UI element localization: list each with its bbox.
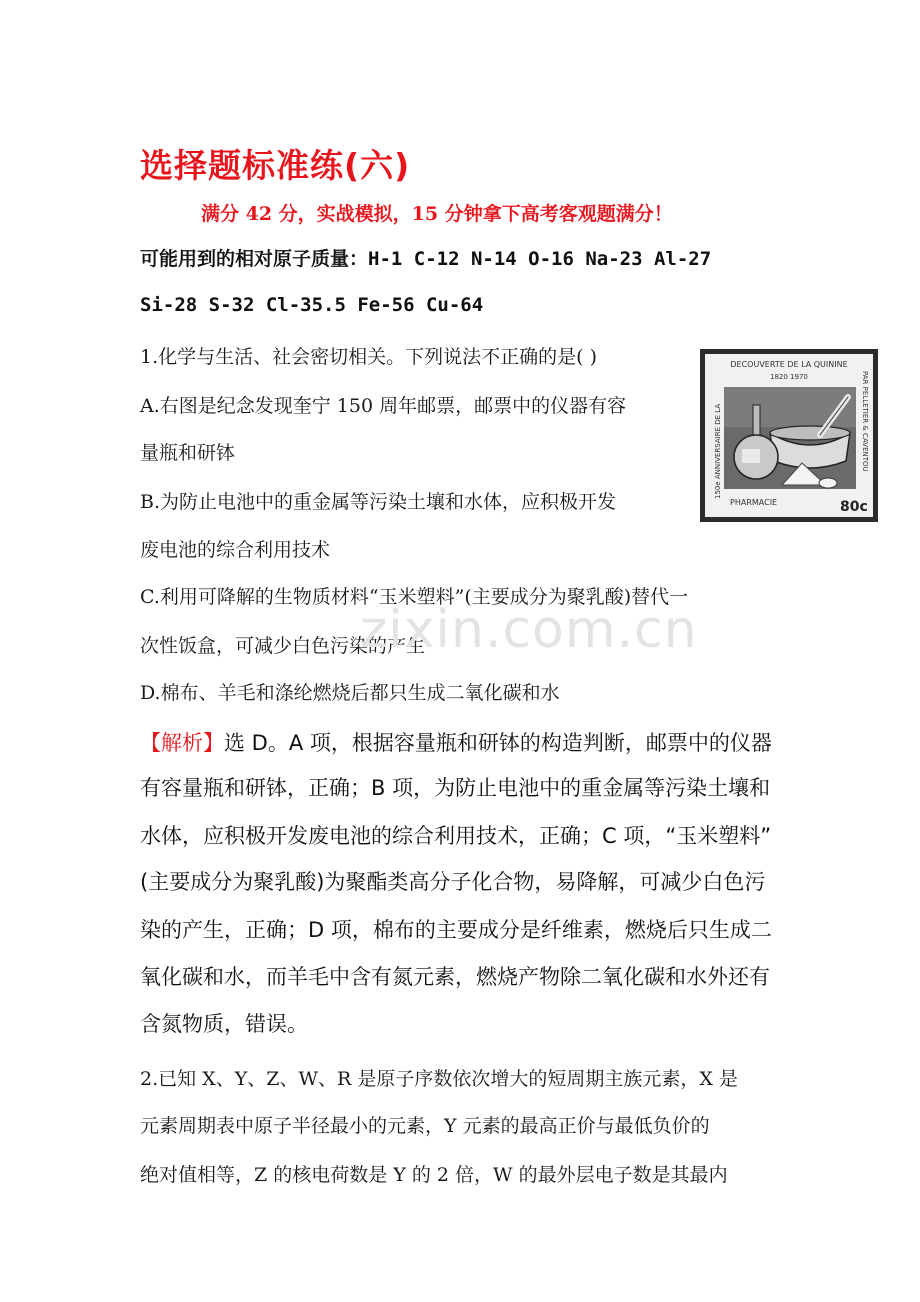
stamp-top-text: DECOUVERTE DE LA QUININE: [730, 360, 848, 369]
atomic-masses-line-2: Si-28 S-32 Cl-35.5 Fe-56 Cu-64: [140, 294, 484, 316]
analysis-line-7: 含氮物质，错误。: [140, 1012, 308, 1036]
page-subtitle: 满分 42 分，实战模拟，15 分钟拿下高考客观题满分！: [201, 203, 673, 225]
analysis-line-5: 染的产生，正确；D 项，棉布的主要成分是纤维素，燃烧后只生成二: [140, 918, 772, 942]
quinine-stamp-image: [700, 349, 878, 522]
question-1-option-a-line-1: A.右图是纪念发现奎宁 150 周年邮票，邮票中的仪器有容: [140, 395, 627, 417]
stamp-years: 1820 1970: [770, 373, 808, 381]
analysis-line-6: 氧化碳和水，而羊毛中含有氮元素，燃烧产物除二氧化碳和水外还有: [140, 965, 770, 989]
analysis-line-1-text: 选 D。A 项，根据容量瓶和研钵的构造判断，邮票中的仪器: [224, 731, 772, 755]
stamp-left-text: 150e ANNIVERSAIRE DE LA: [714, 403, 722, 499]
stamp-bottom-text: PHARMACIE: [730, 498, 778, 507]
watermark-text: zixin.com.cn: [360, 600, 698, 660]
analysis-line-3: 水体，应积极开发废电池的综合利用技术，正确；C 项，“玉米塑料”: [140, 824, 772, 848]
analysis-line-1: [140, 727, 790, 757]
analysis-line-4: (主要成分为聚乳酸)为聚酯类高分子化合物，易降解，可减少白色污: [140, 870, 766, 894]
question-1-option-a-line-2: 量瓶和研钵: [140, 442, 236, 464]
page-title: 选择题标准练(六): [140, 146, 411, 185]
question-1-option-c-line-2: 次性饭盒，可减少白色污染的产生: [140, 635, 426, 657]
stamp-right-text: PAR PELLETIER & CAVENTOU: [861, 371, 869, 472]
question-2-line-3: 绝对值相等，Z 的核电荷数是 Y 的 2 倍，W 的最外层电子数是其最内: [140, 1164, 728, 1186]
atomic-masses-line-1: 可能用到的相对原子质量：H-1 C-12 N-14 O-16 Na-23 Al-27: [140, 248, 712, 270]
analysis-tag: 【解析】: [140, 731, 224, 755]
question-2-line-1: 2.已知 X、Y、Z、W、R 是原子序数依次增大的短周期主族元素，X 是: [140, 1068, 738, 1090]
question-1-option-b-line-1: B.为防止电池中的重金属等污染土壤和水体，应积极开发: [140, 491, 617, 513]
question-1-option-d: D.棉布、羊毛和涤纶燃烧后都只生成二氧化碳和水: [140, 682, 560, 704]
question-1-option-c-line-1: C.利用可降解的生物质材料“玉米塑料”(主要成分为聚乳酸)替代一: [140, 586, 689, 608]
question-1-stem: 1.化学与生活、社会密切相关。下列说法不正确的是( ): [140, 346, 597, 368]
stamp-price: 80c: [840, 499, 868, 515]
question-1-option-b-line-2: 废电池的综合利用技术: [140, 539, 331, 561]
analysis-line-2: 有容量瓶和研钵，正确；B 项，为防止电池中的重金属等污染土壤和: [140, 776, 771, 800]
question-2-line-2: 元素周期表中原子半径最小的元素，Y 元素的最高正价与最低负价的: [140, 1115, 710, 1137]
